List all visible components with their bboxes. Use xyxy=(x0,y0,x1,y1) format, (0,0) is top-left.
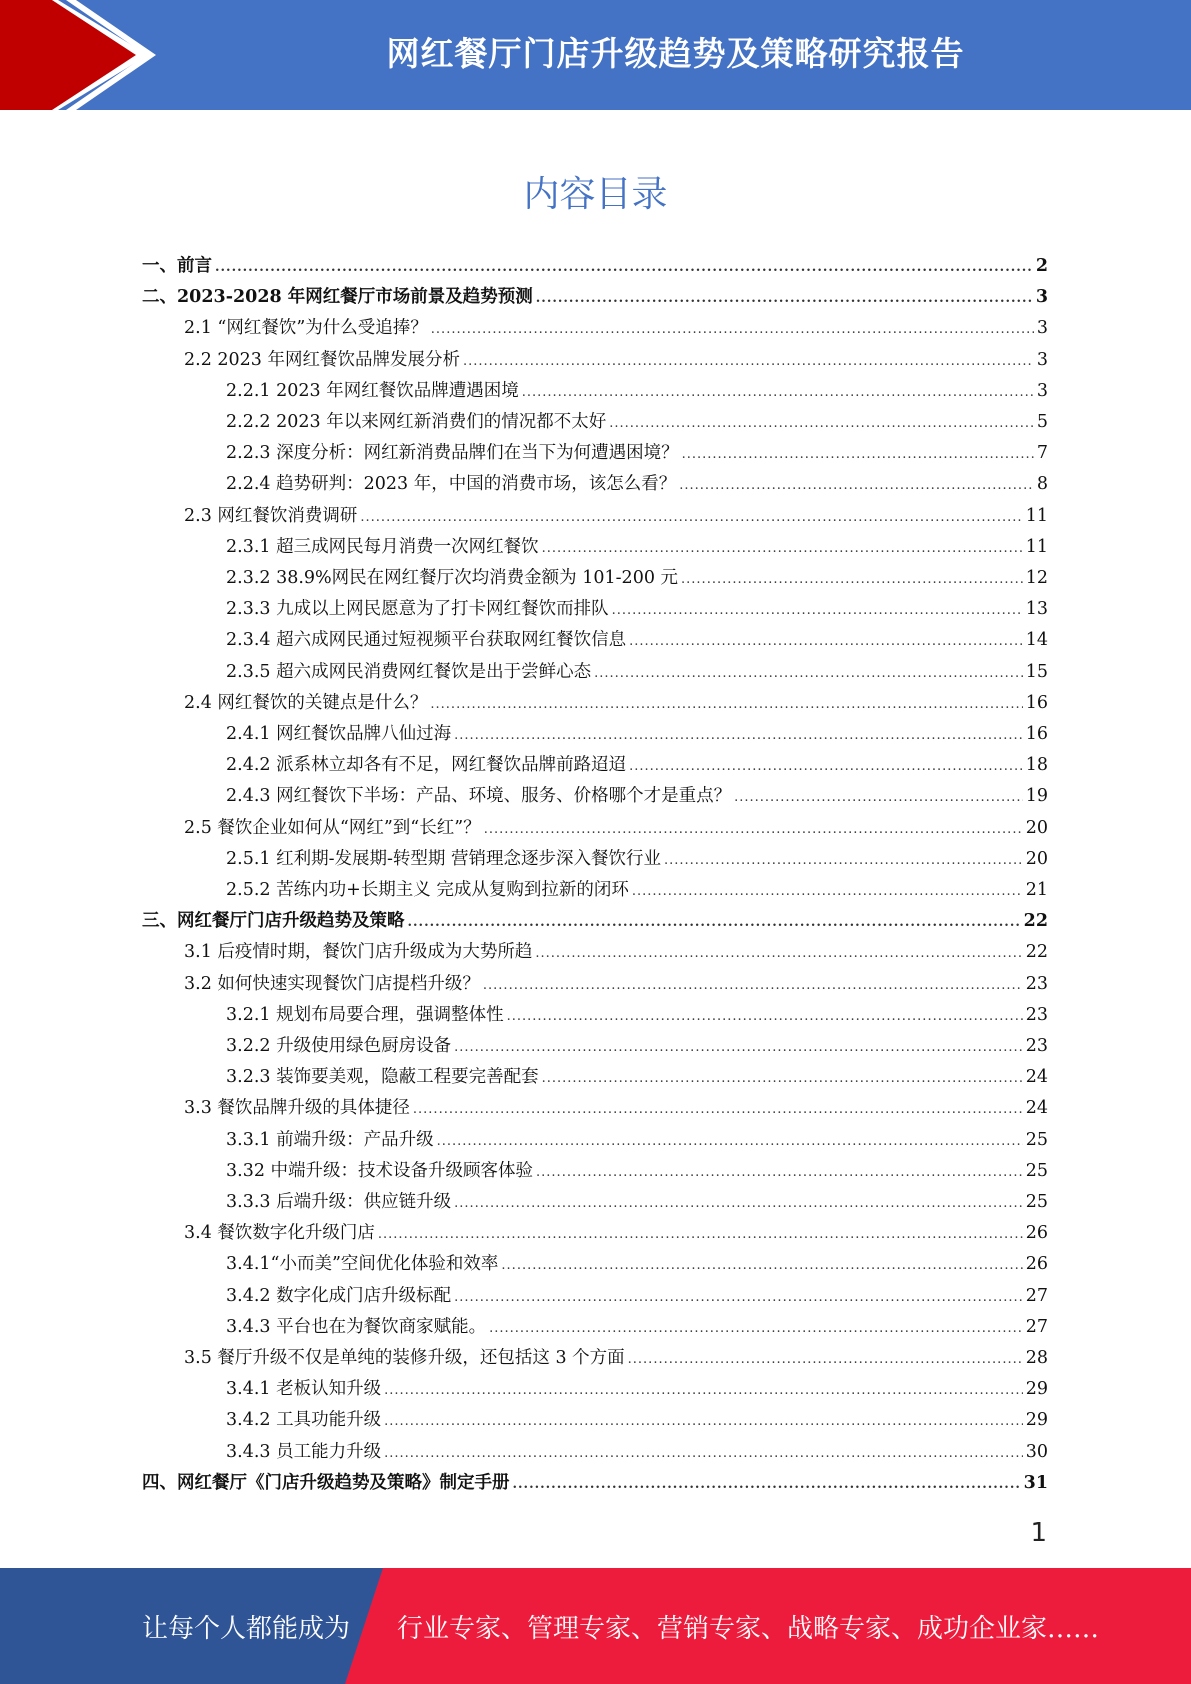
toc-entry[interactable] xyxy=(184,939,1048,965)
toc-entry-page: 24 xyxy=(1025,1098,1048,1119)
toc-dot-leader xyxy=(378,1222,1023,1248)
toc-entry[interactable] xyxy=(226,1251,1048,1277)
toc-entry-label: 3.2.1 规划布局要合理，强调整体性 xyxy=(226,1004,504,1025)
toc-entry-label: 一、前言 xyxy=(142,256,212,276)
toc-entry-label: 3.4.3 员工能力升级 xyxy=(226,1441,382,1462)
toc-entry-page: 26 xyxy=(1025,1223,1048,1244)
toc-entry-page: 19 xyxy=(1025,786,1048,807)
toc-dot-leader xyxy=(507,1004,1023,1030)
toc-entry-page: 23 xyxy=(1025,1004,1048,1025)
toc-entry[interactable] xyxy=(226,1407,1048,1433)
toc-dot-leader xyxy=(489,1316,1023,1342)
toc-entry-label: 2.4.1 网红餐饮品牌八仙过海 xyxy=(226,724,452,744)
toc-entry-label: 3.4.2 数字化成门店升级标配 xyxy=(226,1285,452,1306)
toc-entry-page: 29 xyxy=(1025,1379,1048,1400)
toc-entry-page: 23 xyxy=(1025,973,1048,994)
toc-entry-page: 28 xyxy=(1025,1348,1048,1368)
toc-entry[interactable] xyxy=(226,409,1048,435)
toc-dot-leader xyxy=(513,1472,1021,1498)
toc-entry[interactable] xyxy=(184,315,1048,341)
page-number: 1 xyxy=(1030,1518,1047,1548)
toc-entry[interactable] xyxy=(226,1314,1048,1340)
toc-entry[interactable] xyxy=(226,596,1048,622)
toc-dot-leader xyxy=(454,723,1023,749)
toc-entry-page: 14 xyxy=(1025,630,1048,651)
toc-dot-leader xyxy=(609,411,1034,437)
toc-entry-page: 24 xyxy=(1025,1067,1048,1088)
toc-entry-page: 20 xyxy=(1025,817,1048,838)
toc-entry-label: 2.2.3 深度分析：网红新消费品牌们在当下为何遭遇困境？ xyxy=(226,443,679,464)
toc-entry-label: 2.2.2 2023 年以来网红新消费们的情况都不太好 xyxy=(226,412,607,432)
toc-entry[interactable] xyxy=(226,440,1048,466)
toc-entry-page: 26 xyxy=(1025,1254,1048,1275)
toc-entry-page: 13 xyxy=(1025,599,1048,620)
toc-entry-label: 3.5 餐厅升级不仅是单纯的装修升级，还包括这 3 个方面 xyxy=(184,1348,625,1368)
toc-entry[interactable] xyxy=(142,284,1048,310)
toc-entry[interactable] xyxy=(226,534,1048,560)
toc-entry-label: 3.3.3 后端升级：供应链升级 xyxy=(226,1192,452,1212)
toc-entry-page: 23 xyxy=(1025,1036,1048,1056)
toc-entry[interactable] xyxy=(226,783,1048,809)
toc-entry-page: 27 xyxy=(1025,1285,1048,1306)
toc-entry-page: 2 xyxy=(1035,256,1048,276)
toc-entry[interactable] xyxy=(226,846,1048,872)
toc-entry-page: 20 xyxy=(1025,848,1048,869)
toc-entry-label: 2.1 “网红餐饮”为什么受追捧？ xyxy=(184,318,428,339)
toc-entry[interactable] xyxy=(142,1470,1048,1496)
toc-entry[interactable] xyxy=(226,1283,1048,1309)
toc-entry[interactable] xyxy=(226,1158,1048,1184)
toc-entry[interactable] xyxy=(226,471,1048,497)
toc-entry-label: 2.3.1 超三成网民每月消费一次网红餐饮 xyxy=(226,536,539,557)
toc-entry[interactable] xyxy=(226,565,1048,591)
toc-entry-page: 25 xyxy=(1025,1160,1048,1181)
toc-entry[interactable] xyxy=(184,1345,1048,1371)
toc-dot-leader xyxy=(430,692,1022,718)
toc-entry-label: 2.3.2 38.9%网民在网红餐厅次均消费金额为 101-200 元 xyxy=(226,568,679,588)
toc-entry-label: 2.5.1 红利期-发展期-转型期 营销理念逐步深入餐饮行业 xyxy=(226,848,661,869)
toc-entry-label: 2.5 餐饮企业如何从“网红”到“长红”？ xyxy=(184,817,481,838)
toc-entry[interactable] xyxy=(226,1033,1048,1059)
toc-dot-leader xyxy=(454,1191,1023,1217)
toc-entry-page: 12 xyxy=(1025,568,1048,588)
toc-entry-label: 3.3 餐饮品牌升级的具体捷径 xyxy=(184,1098,410,1119)
toc-entry-page: 5 xyxy=(1036,412,1048,432)
toc-entry[interactable] xyxy=(184,1220,1048,1246)
toc-entry-page: 3 xyxy=(1036,380,1048,401)
toc-dot-leader xyxy=(629,629,1023,655)
toc-heading: 内容目录 xyxy=(523,174,668,215)
toc-entry[interactable] xyxy=(226,627,1048,653)
toc-entry[interactable] xyxy=(226,1439,1048,1465)
toc-entry[interactable] xyxy=(184,503,1048,529)
toc-dot-leader xyxy=(612,598,1023,624)
toc-dot-leader xyxy=(679,473,1034,499)
toc-dot-leader xyxy=(215,255,1033,281)
toc-dot-leader xyxy=(536,1160,1023,1186)
toc-dot-leader xyxy=(632,879,1023,905)
toc-entry-page: 31 xyxy=(1023,1472,1048,1493)
toc-dot-leader xyxy=(437,1129,1023,1155)
toc-entry-label: 2.4.3 网红餐饮下半场：产品、环境、服务、价格哪个才是重点？ xyxy=(226,786,732,807)
toc-entry-page: 15 xyxy=(1025,661,1048,682)
toc-entry[interactable] xyxy=(142,253,1048,279)
toc-dot-leader xyxy=(360,505,1022,531)
toc-dot-leader xyxy=(431,317,1034,343)
toc-entry-label: 3.32 中端升级：技术设备升级顾客体验 xyxy=(226,1160,534,1181)
toc-entry-label: 2.4.2 派系林立却各有不足，网红餐饮品牌前路迢迢 xyxy=(226,755,627,776)
toc-entry-page: 25 xyxy=(1025,1129,1048,1150)
footer-slogan-left: 让每个人都能成为 xyxy=(142,1614,351,1644)
toc-entry[interactable] xyxy=(226,1376,1048,1402)
toc-entry-label: 二、2023-2028 年网红餐厅市场前景及趋势预测 xyxy=(142,287,533,308)
toc-dot-leader xyxy=(384,1378,1023,1404)
toc-dot-leader xyxy=(682,442,1034,468)
toc-entry-page: 30 xyxy=(1025,1441,1048,1462)
toc-entry-label: 2.4 网红餐饮的关键点是什么？ xyxy=(184,692,428,713)
toc-entry-page: 8 xyxy=(1036,474,1048,495)
toc-dot-leader xyxy=(454,1285,1023,1311)
toc-dot-leader xyxy=(535,941,1022,967)
toc-entry-page: 3 xyxy=(1036,349,1048,370)
toc-entry-label: 2.3.5 超六成网民消费网红餐饮是出于尝鲜心态 xyxy=(226,661,592,682)
toc-dot-leader xyxy=(413,1097,1023,1123)
toc-dot-leader xyxy=(454,1035,1023,1061)
toc-dot-leader xyxy=(629,754,1023,780)
toc-entry-page: 22 xyxy=(1023,911,1048,932)
toc-dot-leader xyxy=(681,567,1023,593)
toc-entry-page: 18 xyxy=(1025,755,1048,776)
toc-entry-label: 2.2.1 2023 年网红餐饮品牌遭遇困境 xyxy=(226,380,519,401)
header-banner xyxy=(0,0,1191,110)
toc-entry-page: 3 xyxy=(1036,318,1048,339)
toc-entry[interactable] xyxy=(184,971,1048,997)
toc-entry-label: 3.3.1 前端升级：产品升级 xyxy=(226,1129,434,1150)
toc-entry-label: 2.2 2023 年网红餐饮品牌发展分析 xyxy=(184,349,460,370)
toc-dot-leader xyxy=(628,1347,1023,1373)
toc-dot-leader xyxy=(664,848,1023,874)
toc-entry[interactable] xyxy=(226,752,1048,778)
toc-entry-label: 3.4.1 老板认知升级 xyxy=(226,1379,382,1400)
toc-entry-label: 四、网红餐厅《门店升级趋势及策略》制定手册 xyxy=(142,1472,510,1493)
toc-dot-leader xyxy=(408,910,1021,936)
toc-entry-label: 3.4.2 工具功能升级 xyxy=(226,1410,382,1431)
toc-entry-page: 7 xyxy=(1036,443,1048,464)
toc-entry-page: 22 xyxy=(1025,942,1048,963)
toc-entry-label: 2.3.3 九成以上网民愿意为了打卡网红餐饮而排队 xyxy=(226,599,609,620)
toc-entry[interactable] xyxy=(226,659,1048,685)
toc-entry-label: 3.2.2 升级使用绿色厨房设备 xyxy=(226,1036,452,1056)
footer-banner xyxy=(0,1568,1191,1684)
toc-dot-leader xyxy=(536,286,1033,312)
toc-entry[interactable] xyxy=(184,1095,1048,1121)
report-title: 网红餐厅门店升级趋势及策略研究报告 xyxy=(386,34,965,73)
toc-entry-label: 2.2.4 趋势研判：2023 年，中国的消费市场，该怎么看？ xyxy=(226,474,677,495)
toc-entry[interactable] xyxy=(226,877,1048,903)
toc-entry-page: 16 xyxy=(1025,724,1048,744)
toc-entry[interactable] xyxy=(226,378,1048,404)
toc-entry[interactable] xyxy=(226,1189,1048,1215)
toc-entry-label: 3.4.1“小而美”空间优化体验和效率 xyxy=(226,1254,499,1275)
toc-entry[interactable] xyxy=(184,690,1048,716)
toc-entry[interactable] xyxy=(226,1127,1048,1153)
toc-dot-leader xyxy=(384,1409,1023,1435)
toc-entry-label: 2.3.4 超六成网民通过短视频平台获取网红餐饮信息 xyxy=(226,630,627,651)
toc-dot-leader xyxy=(542,536,1023,562)
toc-entry-label: 3.1 后疫情时期，餐饮门店升级成为大势所趋 xyxy=(184,942,533,963)
toc-entry-label: 3.4 餐饮数字化升级门店 xyxy=(184,1223,375,1244)
toc-entry-label: 3.4.3 平台也在为餐饮商家赋能。 xyxy=(226,1316,487,1337)
toc-dot-leader xyxy=(734,785,1023,811)
toc-dot-leader xyxy=(522,380,1034,406)
toc-entry-page: 27 xyxy=(1025,1316,1048,1337)
toc-dot-leader xyxy=(463,349,1034,375)
toc-entry-label: 三、网红餐厅门店升级趋势及策略 xyxy=(142,911,405,932)
toc-entry[interactable] xyxy=(184,815,1048,841)
toc-dot-leader xyxy=(384,1441,1023,1467)
toc-entry-label: 2.3 网红餐饮消费调研 xyxy=(184,505,358,526)
toc-entry-page: 29 xyxy=(1025,1410,1048,1431)
toc-entry-label: 3.2 如何快速实现餐饮门店提档升级？ xyxy=(184,973,480,994)
toc-dot-leader xyxy=(483,973,1023,999)
toc-dot-leader xyxy=(484,817,1023,843)
toc-entry-page: 11 xyxy=(1025,505,1048,526)
toc-entry[interactable] xyxy=(226,1064,1048,1090)
toc-entry-label: 3.2.3 装饰要美观，隐蔽工程要完善配套 xyxy=(226,1067,539,1088)
toc-entry-label: 2.5.2 苦练内功+长期主义 完成从复购到拉新的闭环 xyxy=(226,880,629,900)
toc-dot-leader xyxy=(594,661,1023,687)
toc-entry[interactable] xyxy=(226,721,1048,747)
toc-entry-page: 16 xyxy=(1025,692,1048,713)
toc-entry[interactable] xyxy=(226,1002,1048,1028)
toc-entry-page: 11 xyxy=(1025,536,1048,557)
toc-dot-leader xyxy=(542,1066,1023,1092)
toc-entry[interactable] xyxy=(142,908,1048,934)
toc-dot-leader xyxy=(501,1253,1022,1279)
toc-entry-page: 21 xyxy=(1025,880,1048,900)
toc-entry-page: 25 xyxy=(1025,1192,1048,1212)
footer-slogan-right: 行业专家、管理专家、营销专家、战略专家、成功企业家…… xyxy=(397,1614,1100,1644)
toc-entry[interactable] xyxy=(184,347,1048,373)
toc-entry-page: 3 xyxy=(1035,287,1048,308)
